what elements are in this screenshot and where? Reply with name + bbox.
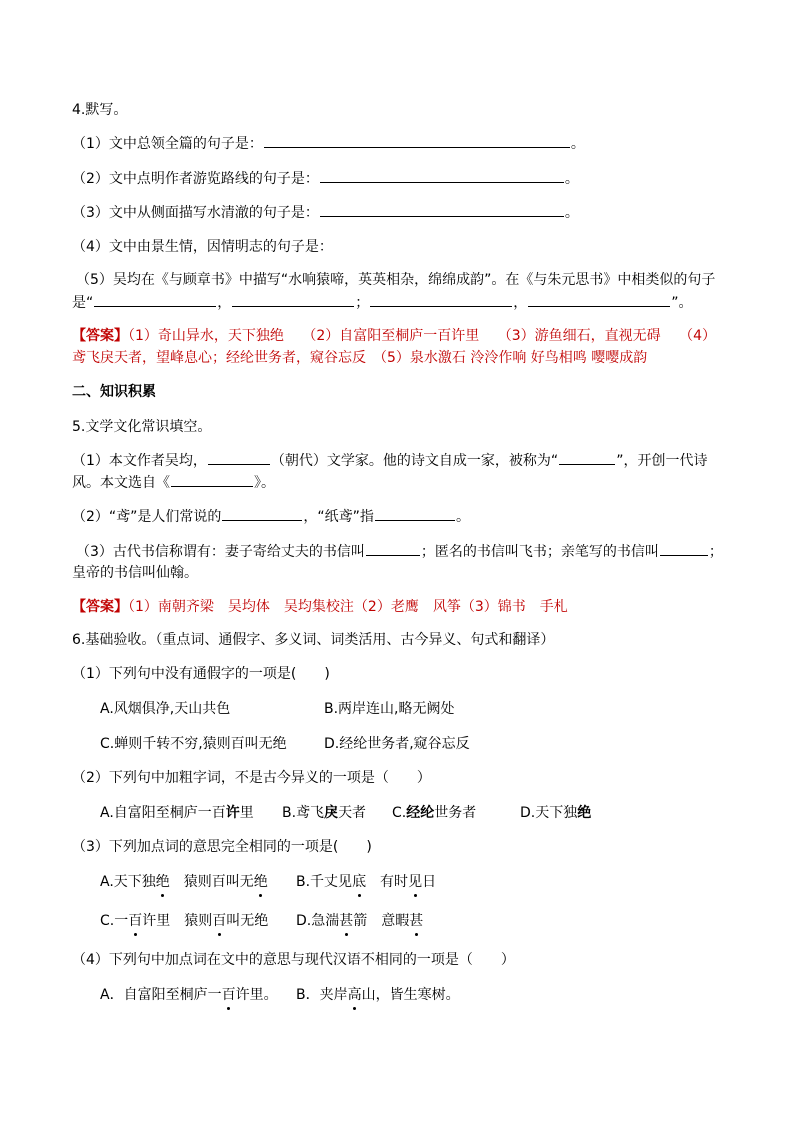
q6-part-4: （4）下列句中加点词在文中的意思与现代汉语不相同的一项是（ ） xyxy=(72,952,515,968)
section-title: 二、知识积累 xyxy=(72,384,156,400)
q6-4-option-a[interactable] xyxy=(100,985,278,1005)
option-text: C.一 xyxy=(100,913,129,929)
q5-text: （1）本文作者吴均， xyxy=(72,453,207,469)
answer-text: （1）南朝齐梁 吴均体 吴均集校注（2）老鹰 风筝（3）锦书 手札 xyxy=(128,599,568,615)
option-text: 叫无绝 xyxy=(226,913,269,929)
q5-title: 5.文学文化常识填空。 xyxy=(72,419,212,435)
q4-answer-line2: 鸢飞戾天者，望峰息心；经纶世务者，窥谷忘反 （5）泉水激石 泠泠作响 好鸟相鸣 嘤嘤成韵 xyxy=(72,350,648,366)
q6-part-1: （1）下列句中没有通假字的一项是( ) xyxy=(72,666,330,682)
q5-text: ，“纸鸢”指 xyxy=(303,509,374,525)
punct: 。 xyxy=(564,171,579,187)
q6-3-option-a[interactable] xyxy=(100,872,268,892)
q4-title: 4.默写。 xyxy=(72,102,128,118)
dotted-word: 百 xyxy=(212,913,227,929)
answer-blank[interactable] xyxy=(320,202,564,217)
dotted-word: 绝 xyxy=(155,874,170,890)
punct: 。 xyxy=(564,205,579,221)
q5-text: （2）“鸢”是人们常说的 xyxy=(72,509,222,525)
option-text: 世务者 xyxy=(434,805,477,821)
answer-tag: 【答案】 xyxy=(72,328,128,344)
bold-word: 经纶 xyxy=(406,805,435,821)
q6-2-option-a[interactable] xyxy=(100,803,254,823)
q4-item-3-text: （3）文中从侧面描写水清澈的句子是： xyxy=(72,205,319,221)
q5-text: 。 xyxy=(455,509,470,525)
dotted-word: 底 xyxy=(352,874,367,890)
q6-2-option-b[interactable] xyxy=(282,803,366,823)
q6-3-option-d[interactable] xyxy=(296,911,423,931)
option-text: B.千丈见 xyxy=(296,874,353,890)
q6-1-option-c[interactable]: C.蝉则千转不穷,猿则百叫无绝 xyxy=(100,736,287,752)
q6-part-3: （3）下列加点词的意思完全相同的一项是( ) xyxy=(72,839,372,855)
q6-2-option-c[interactable] xyxy=(392,803,476,823)
q5-text: 风。本文选自《 xyxy=(72,475,170,491)
q4-item-5-line2 xyxy=(72,292,693,313)
dotted-word: 见 xyxy=(408,874,423,890)
q5-text: ”，开创一代诗 xyxy=(616,453,708,469)
q6-1-option-d[interactable]: D.经纶世务者,窥谷忘反 xyxy=(324,736,470,752)
q5-text: 》。 xyxy=(254,475,275,491)
q6-3-option-c[interactable] xyxy=(100,911,268,931)
answer-blank[interactable] xyxy=(320,168,564,183)
answer-blank[interactable] xyxy=(264,133,570,148)
option-text: A.自富阳至桐庐一百 xyxy=(100,805,226,821)
bold-word: 绝 xyxy=(577,805,592,821)
option-text: 日 xyxy=(422,874,437,890)
dotted-word: 甚 xyxy=(339,913,354,929)
q4-item-2-text: （2）文中点明作者游览路线的句子是： xyxy=(72,171,319,187)
q5-item-1-line2 xyxy=(72,472,275,493)
option-text: A.天下独 xyxy=(100,874,156,890)
q4-item-5-start: 是“ xyxy=(72,295,94,311)
option-text: A．自富阳至桐庐一 xyxy=(100,987,222,1003)
q6-3-option-b[interactable] xyxy=(296,872,436,892)
option-text: 山，皆生寒树。 xyxy=(361,987,460,1003)
option-text: B．夹岸 xyxy=(296,987,348,1003)
q4-answer-line1 xyxy=(72,326,716,346)
q6-title: 6.基础验收。（重点词、通假字、多义词、词类活用、古今异义、句式和翻译） xyxy=(72,632,555,648)
q5-answer xyxy=(72,597,568,617)
answer-blank[interactable] xyxy=(366,541,420,556)
answer-blank[interactable] xyxy=(94,292,216,307)
q4-item-2 xyxy=(72,168,579,189)
answer-blank[interactable] xyxy=(660,541,708,556)
bold-word: 戾 xyxy=(324,805,339,821)
answer-blank[interactable] xyxy=(171,472,253,487)
q5-text: ； xyxy=(708,544,723,560)
option-text: 许里。 xyxy=(235,987,278,1003)
option-text: 有时 xyxy=(366,874,409,890)
q5-item-3-line1 xyxy=(76,541,723,562)
q5-item-2 xyxy=(72,506,470,527)
punct: ； xyxy=(355,295,370,311)
answer-blank[interactable] xyxy=(208,450,270,465)
bold-word: 许 xyxy=(225,805,240,821)
q6-4-option-b[interactable] xyxy=(296,985,460,1005)
punct: ”。 xyxy=(671,295,693,311)
punct: ， xyxy=(217,295,232,311)
option-text: 天者 xyxy=(338,805,367,821)
q4-item-1-text: （1）文中总领全篇的句子是： xyxy=(72,136,263,152)
q5-text: ；匿名的书信叫飞书；亲笔写的书信叫 xyxy=(420,544,659,560)
q5-item-1-line1 xyxy=(72,450,707,471)
option-text: B.鸢飞 xyxy=(282,805,325,821)
q5-text: （3）古代书信称谓有：妻子寄给丈夫的书信叫 xyxy=(76,544,365,560)
answer-blank[interactable] xyxy=(232,292,354,307)
q6-part-2: （2）下列句中加粗字词，不是古今异义的一项是（ ） xyxy=(72,770,431,786)
answer-tag: 【答案】 xyxy=(72,599,128,615)
answer-blank[interactable] xyxy=(375,506,455,521)
dotted-word: 高 xyxy=(347,987,362,1003)
answer-text: （1）奇山异水，天下独绝 （2）自富阳至桐庐一百许里 （3）游鱼细石，直视无碍 （4） xyxy=(128,328,716,344)
q4-item-1 xyxy=(72,133,585,154)
answer-blank[interactable] xyxy=(370,292,512,307)
option-text: C. xyxy=(392,805,407,821)
dotted-word: 甚 xyxy=(409,913,424,929)
option-text: 里 xyxy=(239,805,254,821)
dotted-word: 百 xyxy=(221,987,236,1003)
q4-item-5-line1: （5）吴均在《与顾章书》中描写“水响猿啼，英英相杂，绵绵成韵”。在《与朱元思书》中相类似的句子 xyxy=(76,272,716,288)
answer-blank[interactable] xyxy=(528,292,670,307)
punct: 。 xyxy=(570,136,585,152)
option-text: 猿则百叫无 xyxy=(169,874,254,890)
option-text: 箭 意暇 xyxy=(353,913,410,929)
answer-blank[interactable] xyxy=(559,450,615,465)
answer-blank[interactable] xyxy=(222,506,302,521)
option-text: D.天下独 xyxy=(520,805,578,821)
q4-item-4: （4）文中由景生情，因情明志的句子是： xyxy=(72,239,333,255)
option-text: D.急湍 xyxy=(296,913,340,929)
q4-item-3 xyxy=(72,202,579,223)
dotted-word: 百 xyxy=(128,913,143,929)
q5-text: （朝代）文学家。他的诗文自成一家，被称为“ xyxy=(270,453,559,469)
q6-2-option-d[interactable] xyxy=(520,803,591,823)
option-text: 许里 猿则 xyxy=(142,913,213,929)
dotted-word: 绝 xyxy=(253,874,268,890)
punct: ， xyxy=(513,295,528,311)
q6-1-option-b[interactable]: B.两岸连山,略无阙处 xyxy=(324,701,455,717)
q6-1-option-a[interactable]: A.风烟俱净,天山共色 xyxy=(100,701,231,717)
q5-item-3-line2: 皇帝的书信叫仙翰。 xyxy=(72,565,198,581)
